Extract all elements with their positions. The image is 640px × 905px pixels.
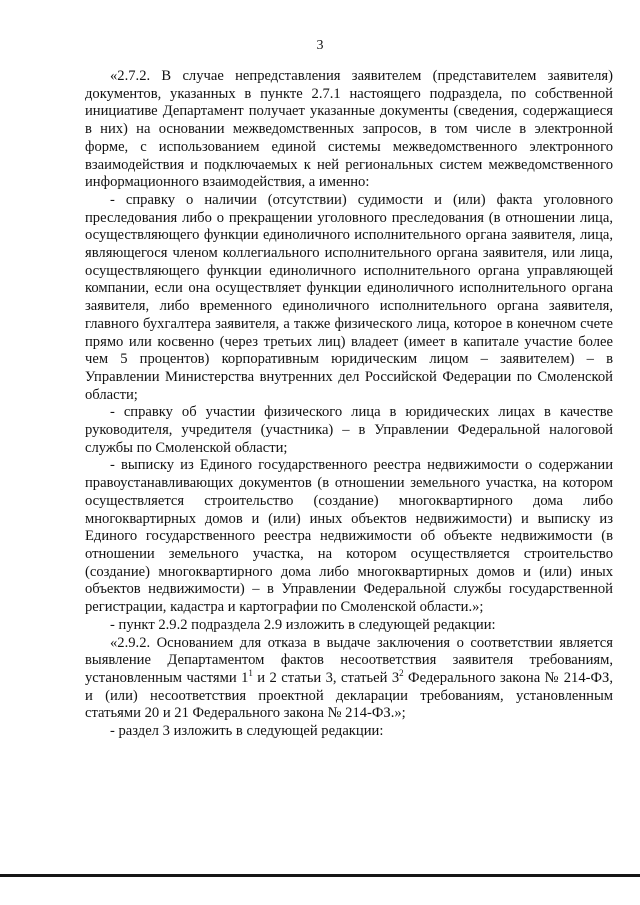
- superscript-1: 1: [248, 668, 253, 679]
- paragraph-real-estate-register-extract: - выписку из Единого государственного реестра недвижимости о содержании правоустанавливающих документов (в отношении земельного участка, на котором осуществляется строительство (создание) многоквартирного дома либо многоквартирных домов и (или) иных объектов недвижимости) и выписку из Единого государственного реестра недвижимости об объекте недвижимости (в отношении земельного участка, на котором осуществляется строительство (создание) многоквартирного дома либо многоквартирных домов и (или) иных объектов недвижимости) – в Управлении Федеральной службы государственной регистрации, кадастра и картографии по Смоленской области.»;: [85, 457, 613, 616]
- superscript-2: 2: [399, 668, 404, 679]
- paragraph-legal-entity-participation: - справку об участии физического лица в юридических лицах в качестве руководителя, учредителя (участника) – в Управлении Федеральной налоговой службы по Смоленской области;: [85, 404, 613, 456]
- paragraph-2-9-2-part-a: «2.9.2. Основанием для отказа в выдаче заключения о соответствии является выявление Департаментом фактов несоответствия заявителя требованиям, установленным частями 1: [85, 634, 613, 686]
- paragraph-criminal-record-certificate: - справку о наличии (отсутствии) судимости и (или) факта уголовного преследования либо о прекращении уголовного преследования (в отношении лица, осуществляющего функции единоличного исполнительного органа заявителя, лица, являющегося членом коллегиального исполнительного органа заявителя, или лица, осуществляющего функции единоличного исполнительного органа управляющей компании, если она осуществляет функции единоличного исполнительного органа заявителя, либо временного единоличного исполнительного органа заявителя, главного бухгалтера заявителя, а также физического лица, которое в конечном счете прямо или косвенно (через третьих лиц) владеет (имеет в капитале участие более чем 5 процентов) корпоративным юридическим лицом – заявителем) – в Управлении Министерства внутренних дел Российской Федерации по Смоленской области;: [85, 191, 613, 403]
- paragraph-2-9-2-part-b: и 2 статьи 3, статьей 3: [252, 669, 400, 686]
- paragraph-2-9-2-part-c: Федерального закона № 214-ФЗ, и (или) несоответствия проектной декларации требованиям, установленным статьями 20 и 21 Федерального закона № 214-ФЗ.»;: [85, 669, 613, 722]
- paragraph-2-9-2: [85, 635, 613, 724]
- paragraph-2-7-2: «2.7.2. В случае непредставления заявителем (представителем заявителя) документов, указанных в пункте 2.7.1 настоящего подраздела, по собственной инициативе Департамент получает указанные документы (сведения, содержащиеся в них) на основании межведомственных запросов, в том числе в электронной форме, с использованием единой системы межведомственного электронного взаимодействия и подключаемых к ней региональных систем межведомственного информационного взаимодействия, а именно:: [85, 68, 613, 191]
- paragraph-amend-section-3: - раздел 3 изложить в следующей редакции:: [110, 723, 384, 740]
- paragraph-amend-2-9-2: - пункт 2.9.2 подраздела 2.9 изложить в следующей редакции:: [110, 616, 496, 633]
- bottom-divider: [0, 874, 640, 877]
- page-number: 3: [316, 38, 324, 53]
- document-body: [85, 68, 613, 741]
